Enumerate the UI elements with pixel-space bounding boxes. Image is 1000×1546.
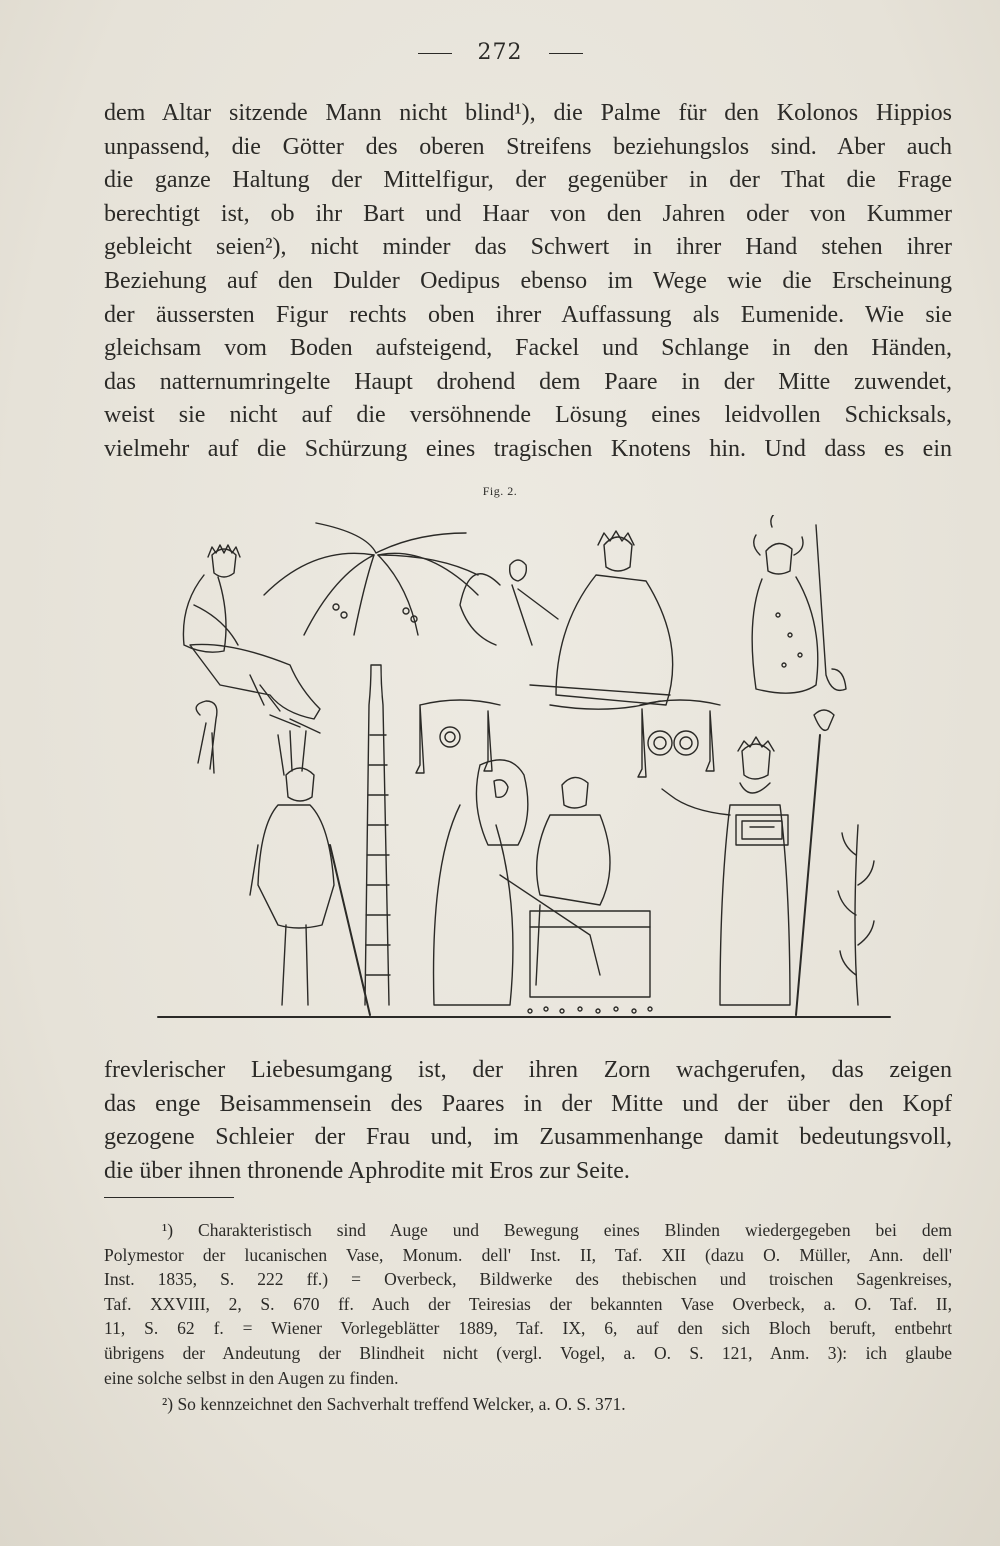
text-line: vielmehr auf die Schürzung eines tragischen Knotens hin. Und dass es ein xyxy=(104,435,952,462)
paragraph-2 xyxy=(104,1054,952,1188)
footnote-line: Taf. XXVIII, 2, S. 670 ff. Auch der Teiresias der bekannten Vase Overbeck, a. O. Taf. II, xyxy=(104,1293,952,1314)
hanging-fillet xyxy=(196,701,217,773)
footnotes xyxy=(104,1218,952,1417)
footnote-separator xyxy=(104,1197,234,1198)
figure-caption: Fig. 2. xyxy=(482,484,518,498)
text-line: das natternumringelte Haupt drohend dem Paare in der Mitte zuwendet, xyxy=(104,368,952,395)
text-line: die ganze Haltung der Mittelfigur, der gegenüber in der That die Frage xyxy=(104,167,952,194)
footnote-line: Polymestor der lucanischen Vase, Monum. dell' Inst. II, Taf. XII (dazu O. Müller, Ann. dell' xyxy=(104,1244,952,1265)
text-line: unpassend, die Götter des oberen Streifens beziehungslos sind. Aber auch xyxy=(104,133,952,160)
footnote-line: übrigens der Andeutung der Blindheit nicht (vergl. Vogel, a. O. S. 121, Anm. 3): ich glaube xyxy=(104,1342,952,1363)
page-number: 272 xyxy=(477,40,523,65)
aphrodite-and-eros xyxy=(460,531,673,709)
palm-tree xyxy=(264,523,478,1005)
text-line: frevlerischer Liebesumgang ist, der ihren Zorn wachgerufen, das zeigen xyxy=(104,1057,952,1083)
text-line: berechtigt ist, ob ihr Bart und Haar von den Jahren oder von Kummer xyxy=(104,200,952,227)
garland-decorations xyxy=(416,700,720,777)
footnote-2 xyxy=(104,1392,952,1417)
text-line: gebleicht seien²), nicht minder das Schwert in ihrer Hand stehen ihrer xyxy=(104,234,952,261)
text-line: dem Altar sitzende Mann nicht blind¹), die Palme für den Kolonos Hippios xyxy=(104,100,952,126)
olive-sprig xyxy=(838,825,874,1005)
text-line: das enge Beisammensein des Paares in der Mitte und der über den Kopf xyxy=(104,1090,952,1117)
footnote-line: Inst. 1835, S. 222 ff.) = Overbeck, Bildwerke des thebischen und troischen Sagenkreises, xyxy=(104,1269,952,1290)
header-dash-left xyxy=(418,53,452,54)
veiled-woman-and-old-man xyxy=(434,760,650,1005)
young-man-figure xyxy=(250,731,370,1015)
text-line: weist sie nicht auf die versöhnende Lösung eines leidvollen Schicksals, xyxy=(104,402,952,429)
text-line: gleichsam vom Boden aufsteigend, Fackel und Schlange in den Händen, xyxy=(104,335,952,362)
footnote-line: eine solche selbst in den Augen zu finden. xyxy=(104,1367,399,1388)
seated-goddess-figure xyxy=(183,545,320,733)
footnote-1 xyxy=(104,1218,952,1390)
erinys-figure xyxy=(752,515,846,693)
altar xyxy=(530,911,650,997)
header-dash-right xyxy=(549,53,583,54)
page-number-header xyxy=(0,40,1000,65)
paragraph-1 xyxy=(104,97,952,467)
text-line: die über ihnen thronende Aphrodite mit Eros zur Seite. xyxy=(104,1157,630,1184)
text-line: gezogene Schleier der Frau und, im Zusammenhange damit bedeutungsvoll, xyxy=(104,1124,952,1151)
footnote-line: ¹) Charakteristisch sind Auge und Bewegung eines Blinden wiedergegeben bei dem xyxy=(162,1220,952,1240)
text-line: Beziehung auf den Dulder Oedipus ebenso im Wege wie die Erscheinung xyxy=(104,267,952,294)
vase-painting-illustration xyxy=(150,515,900,1025)
bearded-king-figure xyxy=(662,710,834,1015)
ground-pebbles xyxy=(528,1007,652,1013)
footnote-line: ²) So kennzeichnet den Sachverhalt treffend Welcker, a. O. S. 371. xyxy=(162,1394,626,1415)
text-line: der äussersten Figur rechts oben ihrer Auffassung als Eumenide. Wie sie xyxy=(104,301,952,328)
footnote-line: 11, S. 62 f. = Wiener Vorlegeblätter 1889, Taf. IX, 6, auf den sich Bloch beruft, entbehrt xyxy=(104,1318,952,1339)
